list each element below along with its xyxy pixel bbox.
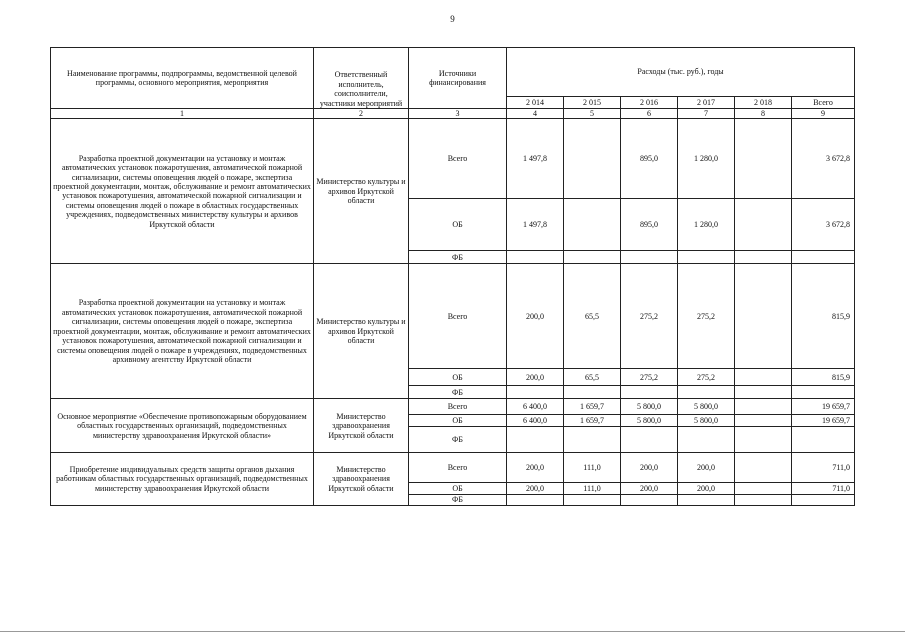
- funding-source: ФБ: [409, 495, 507, 505]
- amount-cell: [507, 251, 564, 264]
- amount-cell: [564, 199, 621, 251]
- header-name: Наименование программы, подпрограммы, ведомственной целевой программы, основного мероприятия, мероприятия: [51, 48, 314, 109]
- amount-cell: [735, 415, 792, 427]
- amount-cell: 1 659,7: [564, 415, 621, 427]
- amount-cell: 200,0: [507, 369, 564, 386]
- amount-cell: [507, 427, 564, 453]
- amount-cell: [621, 495, 678, 505]
- table-row: [51, 453, 855, 483]
- amount-total: 3 672,8: [792, 199, 855, 251]
- amount-cell: 200,0: [507, 453, 564, 483]
- funding-source: Всего: [409, 264, 507, 369]
- column-number: 4: [507, 109, 564, 119]
- amount-total: 815,9: [792, 264, 855, 369]
- executor: Министерство здравоохранения Иркутской области: [314, 399, 409, 453]
- amount-cell: 65,5: [564, 264, 621, 369]
- measure-name: Разработка проектной документации на установку и монтаж автоматических установок пожаротушения, автоматической пожарной сигнализации, системы оповещения людей о пожаре, экспертиза проектной документации, монтаж, обслуживание и ремонт автоматических установок пожаротушения, автоматической пожарной сигнализации и системы оповещения людей о пожаре в учреждениях, подведомственных архивному агентству Иркутской области: [51, 264, 314, 399]
- amount-cell: 5 800,0: [621, 415, 678, 427]
- header-year: 2 018: [735, 97, 792, 109]
- page-bottom-line: [0, 631, 905, 632]
- amount-total: 19 659,7: [792, 399, 855, 415]
- amount-cell: 895,0: [621, 199, 678, 251]
- funding-source: ФБ: [409, 427, 507, 453]
- amount-cell: [621, 427, 678, 453]
- table-row: [51, 264, 855, 369]
- column-number: 9: [792, 109, 855, 119]
- amount-cell: 275,2: [678, 264, 735, 369]
- amount-cell: [507, 495, 564, 505]
- executor: Министерство здравоохранения Иркутской области: [314, 453, 409, 505]
- amount-cell: [735, 399, 792, 415]
- amount-cell: 5 800,0: [678, 415, 735, 427]
- amount-cell: 111,0: [564, 483, 621, 495]
- amount-cell: [564, 251, 621, 264]
- header-year: 2 015: [564, 97, 621, 109]
- amount-total: 815,9: [792, 369, 855, 386]
- amount-cell: [735, 453, 792, 483]
- header-source: Источники финансирования: [409, 48, 507, 109]
- amount-cell: 200,0: [678, 453, 735, 483]
- header-expenses: Расходы (тыс. руб.), годы: [507, 48, 855, 97]
- amount-cell: [735, 483, 792, 495]
- amount-cell: [678, 251, 735, 264]
- measure-name: Разработка проектной документации на установку и монтаж автоматических установок пожаротушения, автоматической пожарной сигнализации, системы оповещения людей о пожаре, экспертиза проектной документации, монтаж, обслуживание и ремонт автоматических установок пожаротушения, автоматической пожарной сигнализации и системы оповещения людей о пожаре в областных государственных учреждениях, подведомственных министерству культуры и архивов Иркутской области: [51, 119, 314, 264]
- column-number: 2: [314, 109, 409, 119]
- amount-cell: 1 497,8: [507, 119, 564, 199]
- amount-cell: 6 400,0: [507, 415, 564, 427]
- financing-table: [50, 47, 855, 506]
- amount-cell: [678, 386, 735, 399]
- amount-cell: [564, 495, 621, 505]
- funding-source: ОБ: [409, 199, 507, 251]
- amount-cell: [564, 427, 621, 453]
- amount-cell: 200,0: [678, 483, 735, 495]
- amount-cell: [621, 251, 678, 264]
- amount-cell: [735, 427, 792, 453]
- amount-cell: 275,2: [678, 369, 735, 386]
- amount-cell: 111,0: [564, 453, 621, 483]
- table-row: [51, 119, 855, 199]
- amount-total: 19 659,7: [792, 415, 855, 427]
- amount-cell: 200,0: [507, 483, 564, 495]
- column-number: 6: [621, 109, 678, 119]
- amount-cell: [735, 369, 792, 386]
- column-number: 8: [735, 109, 792, 119]
- funding-source: ОБ: [409, 415, 507, 427]
- amount-cell: 5 800,0: [621, 399, 678, 415]
- amount-cell: 1 280,0: [678, 119, 735, 199]
- amount-cell: 275,2: [621, 264, 678, 369]
- measure-name: Основное мероприятие «Обеспечение противопожарным оборудованием областных государственных организаций, подведомственных министерству здравоохранения Иркутской области»: [51, 399, 314, 453]
- amount-cell: [507, 386, 564, 399]
- executor: Министерство культуры и архивов Иркутской области: [314, 119, 409, 264]
- amount-total: 711,0: [792, 483, 855, 495]
- amount-cell: [678, 495, 735, 505]
- amount-cell: 200,0: [507, 264, 564, 369]
- amount-cell: 1 280,0: [678, 199, 735, 251]
- amount-total: [792, 386, 855, 399]
- funding-source: Всего: [409, 119, 507, 199]
- amount-cell: [564, 386, 621, 399]
- header-year: 2 017: [678, 97, 735, 109]
- amount-total: 3 672,8: [792, 119, 855, 199]
- amount-cell: [735, 251, 792, 264]
- amount-total: [792, 427, 855, 453]
- amount-cell: [735, 119, 792, 199]
- amount-cell: [564, 119, 621, 199]
- page-number: 9: [450, 14, 455, 24]
- amount-cell: 275,2: [621, 369, 678, 386]
- amount-cell: 6 400,0: [507, 399, 564, 415]
- table-row: [51, 399, 855, 415]
- funding-source: ФБ: [409, 386, 507, 399]
- column-number: 7: [678, 109, 735, 119]
- amount-cell: 1 659,7: [564, 399, 621, 415]
- amount-total: 711,0: [792, 453, 855, 483]
- measure-name: Приобретение индивидуальных средств защиты органов дыхания работникам областных государственных организаций, подведомственных министерству здравоохранения Иркутской области: [51, 453, 314, 505]
- amount-total: [792, 251, 855, 264]
- amount-cell: [735, 386, 792, 399]
- amount-cell: [735, 495, 792, 505]
- funding-source: ОБ: [409, 369, 507, 386]
- column-number: 3: [409, 109, 507, 119]
- executor: Министерство культуры и архивов Иркутской области: [314, 264, 409, 399]
- funding-source: ФБ: [409, 251, 507, 264]
- amount-cell: 65,5: [564, 369, 621, 386]
- funding-source: Всего: [409, 453, 507, 483]
- amount-cell: 895,0: [621, 119, 678, 199]
- funding-source: Всего: [409, 399, 507, 415]
- amount-cell: 200,0: [621, 483, 678, 495]
- amount-cell: [735, 199, 792, 251]
- amount-cell: 5 800,0: [678, 399, 735, 415]
- header-year: 2 016: [621, 97, 678, 109]
- header-year: 2 014: [507, 97, 564, 109]
- amount-cell: [678, 427, 735, 453]
- amount-total: [792, 495, 855, 505]
- header-executor: Ответственный исполнитель, соисполнители, участники мероприятий: [314, 48, 409, 109]
- funding-source: ОБ: [409, 483, 507, 495]
- header-total: Всего: [792, 97, 855, 109]
- amount-cell: 1 497,8: [507, 199, 564, 251]
- column-number: 5: [564, 109, 621, 119]
- amount-cell: [735, 264, 792, 369]
- column-number: 1: [51, 109, 314, 119]
- amount-cell: 200,0: [621, 453, 678, 483]
- amount-cell: [621, 386, 678, 399]
